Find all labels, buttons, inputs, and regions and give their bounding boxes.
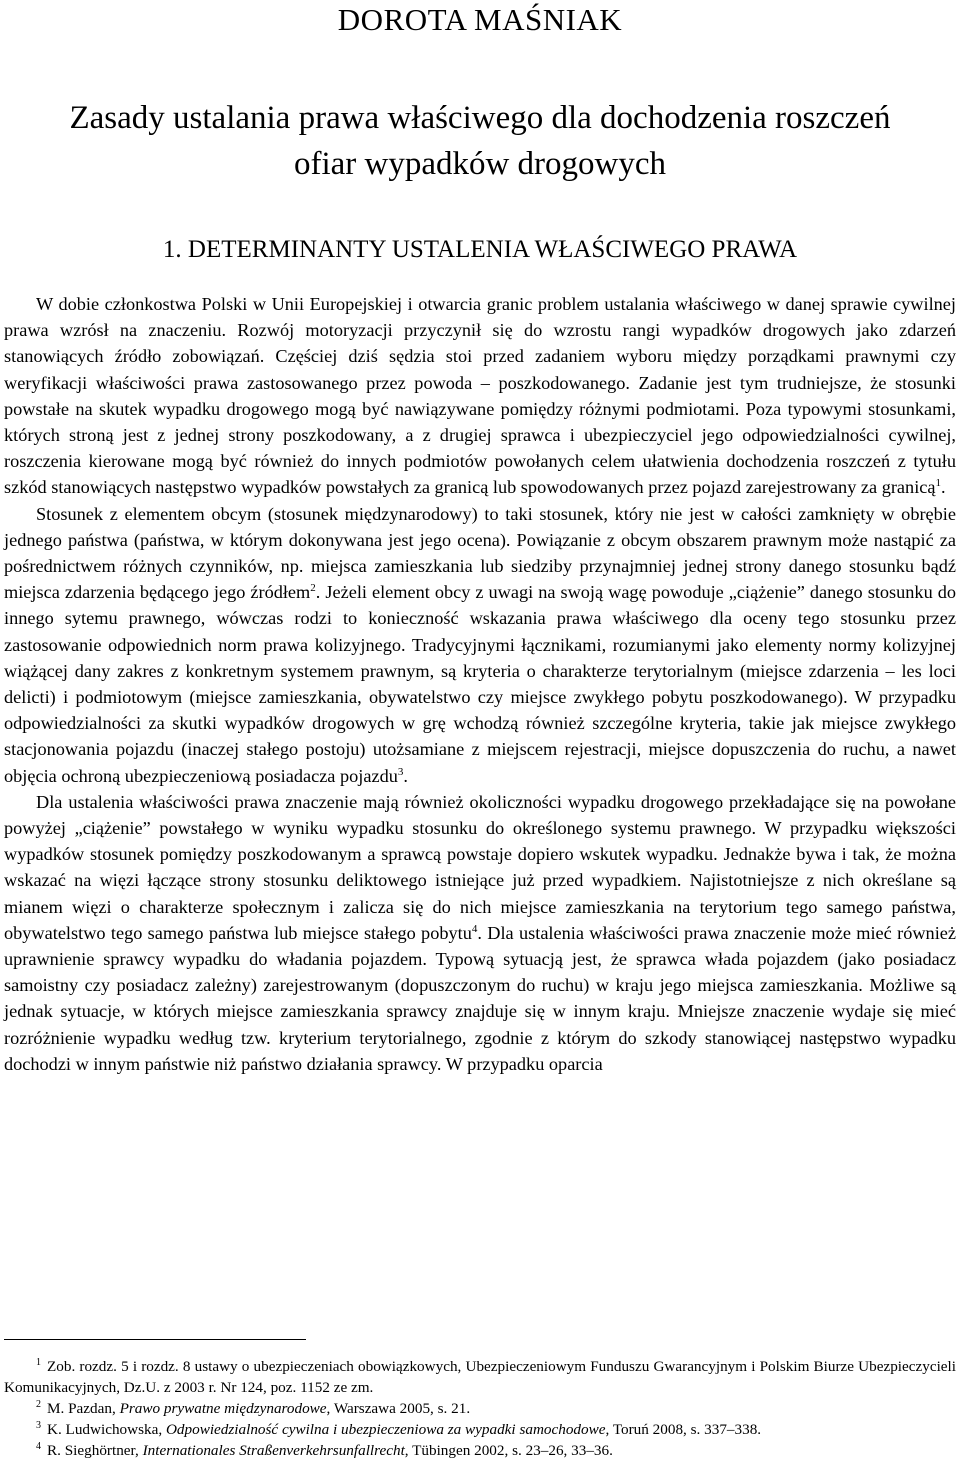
footnote-4: $^4$ R. Sieghörtner, Internationales Straßenverkehrsunfallrecht, Tübingen 2002, s. 23–26, 33–36. (36, 1440, 613, 1459)
footnote-2: $^2$ M. Pazdan, Prawo prywatne międzynarodowe, Warszawa 2005, s. 21. (36, 1398, 471, 1417)
footnote-ref-1[interactable]: 1 (935, 477, 941, 490)
footnote-ref-2[interactable]: 2 (310, 582, 316, 595)
footnote-separator (4, 1339, 306, 1340)
paragraph-2: Stosunek z elementem obcym (stosunek międzynarodowy) to taki stosunek, który nie jest w całości zamknięty w obrębie jednego państwa (państwa, w którym dokonywana jest jego ocena). Powiązanie z obcym obszarem prawnym może nastąpić za pośrednictwem różnych czynników, np. miejsca zamieszkania lub siedziby przynajmniej jednej strony danego stosunku bądź miejsca zdarzenia będącego jego źródłem$^2$. Jeżeli element obcy z uwagi na swoją wagę powoduje „ciążenie” danego stosunku do innego sytemu prawnego, wówczas rodzi to konieczność wskazania prawa właściwego dla oceny tego stosunku przez zastosowanie odpowiednich norm prawa kolizyjnego. Tradycyjnymi łącznikami, rozumianymi jako elementy normy kolizyjnej wiążącej dany zakres z konkretnym systemem prawnym, są kryteria o charakterze terytorialnym (miejsce zdarzenia – les loci delicti) i podmiotowym (miejsce zamieszkania, obywatelstwo czy miejsce zwykłego pobytu poszkodowanego). W przypadku odpowiedzialności za skutki wypadków drogowych w grę wchodzą również szczególne kryteria, takie jak miejsce zwykłego stacjonowania pojazdu (inaczej stałego postoju) utożsamiane z miejscem rejestracji, miejsce dopuszczenia do ruchu, a nawet objęcia ochroną ubezpieczeniową posiadacza pojazdu$^3$. (4, 503, 956, 786)
footnote-ref-4[interactable]: 4 (471, 922, 478, 935)
footnote-3: $^3$ K. Ludwichowska, Odpowiedzialność cywilna i ubezpieczeniowa za wypadki samochodowe, Toruń 2008, s. 337–338. (36, 1419, 762, 1438)
footnotes (4, 1356, 956, 1461)
title-line-1: Zasady ustalania prawa właściwego dla dochodzenia roszczeń (69, 100, 891, 136)
footnote-ref-3[interactable]: 3 (397, 765, 404, 778)
paragraph-3: Dla ustalenia właściwości prawa znaczenie mają również okoliczności wypadku drogowego przekładające się na powołane powyżej „ciążenie” powstałego w wyniku wypadku stosunku do określonego systemu prawnego. W przypadku większości wypadków stosunek pomiędzy poszkodowanym a sprawcą powstaje dopiero wskutek wypadku. Jednakże bywa i tak, że można wskazać na więzi łączące strony stosunku deliktowego istniejące już przed wypadkiem. Najistotniejsze z nich określane są mianem więzi o charakterze społecznym i zalicza się do nich miejsce zamieszkania na terytorium tego samego państwa, obywatelstwo tego samego państwa lub miejsce stałego pobytu$^4$. Dla ustalenia właściwości prawa znaczenie może mieć również uprawnienie sprawcy wypadku do władania pojazdem. Typową sytuacją jest, że sprawca włada pojazdem (jako posiadacz samoistny czy posiadacz zależny) zarejestrowanym (dopuszczonym do ruchu) w kraju jego miejsca zamieszkania. Możliwe są jednak sytuacje, w których miejsce zamieszkania sprawcy znajduje się w innym kraju. Mniejsze znaczenie wydaje się mieć rozróżnienie wypadku według tzw. kryterium terytorialnego, zgodnie z którym do szkody stanowiącej następstwo wypadku dochodzi w innym państwie niż państwo działania sprawcy. W przypadku oparcia (4, 791, 956, 1074)
article-body (4, 291, 956, 1077)
title-line-2: ofiar wypadków drogowych (293, 146, 667, 182)
article-title (0, 95, 960, 187)
paragraph-1: W dobie członkostwa Polski w Unii Europejskiej i otwarcia granic problem ustalania właściwego w danej sprawie cywilnej prawa wzrósł na znaczeniu. Rozwój motoryzacji przyczynił się do wzrostu rangi wypadków drogowych jako zdarzeń stanowiących źródło zobowiązań. Częściej dziś sędzia stoi przed zadaniem wyboru między porządkami prawnymi czy weryfikacji właściwości prawa zastosowanego przez powoda – poszkodowanego. Zadanie jest tym trudniejsze, że stosunki powstałe na skutek wypadku drogowego mogą być nawiązywane pomiędzy różnymi podmiotami. Poza typowymi stosunkami, których stroną jest z jednej strony poszkodowany, a z drugiej sprawca i ubezpieczyciel jego odpowiedzialności cywilnej, roszczenia kierowane mogą być również do innych podmiotów powołanych celem ułatwienia dochodzenia roszczeń z tytułu szkód stanowiących następstwo wypadków powstałych za granicą lub spowodowanych przez pojazd zarejestrowany za granicą$^1$. (4, 294, 956, 498)
section-heading: 1. DETERMINANTY USTALENIA WŁAŚCIWEGO PRAWA (162, 236, 798, 263)
author-name: DOROTA MAŚNIAK (337, 2, 623, 37)
footnote-1: $^1$ Zob. rozdz. 5 i rozdz. 8 ustawy o ubezpieczeniach obowiązkowych, Ubezpieczeniowym Funduszu Gwarancyjnym i Polskim Biurze Ubezpieczycieli Komunikacyjnych, Dz.U. z 2003 r. Nr 124, poz. 1152 ze zm. (4, 1356, 956, 1396)
